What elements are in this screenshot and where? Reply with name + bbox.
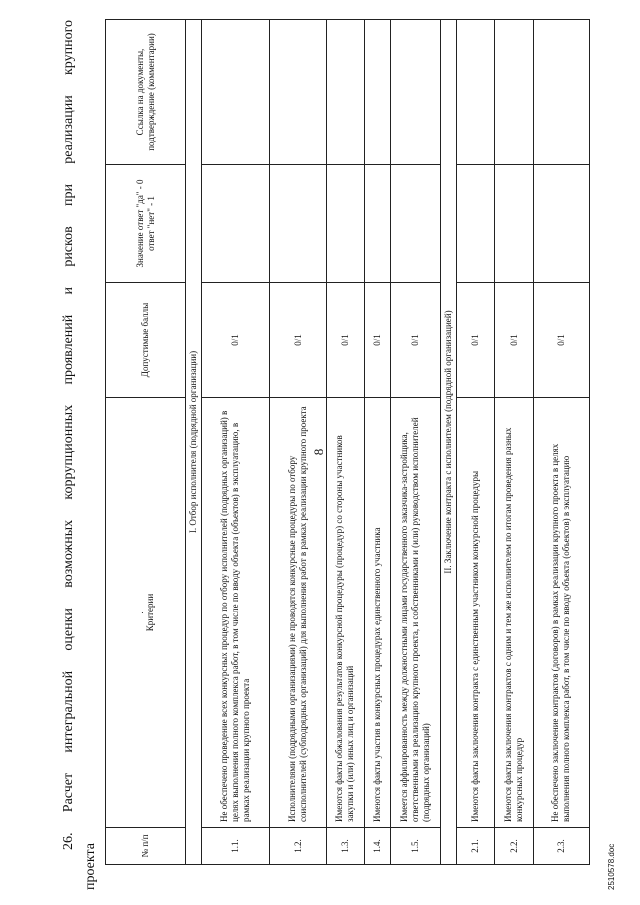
row-value [390,165,440,283]
row-number: 2.3. [533,828,589,865]
header-value: Значение ответ "да" - 0 ответ "нет" - 1 [106,165,186,283]
header-criteria-mark: . [134,611,145,614]
table-row [533,20,589,865]
section-row [441,20,457,865]
row-criteria: Исполнителями (подрядными организациями) не проводятся конкурсные процедуры по отбору соисполнителей (субподрядных организаций) для выполнения работ в рамках реализации крупного проекта [270,398,326,828]
criteria-table [105,19,590,865]
row-score: 0/1 [326,283,364,398]
table-heading: 26. Расчет интегральной оценки возможных коррупционных проявлений и рисков при реализации крупного [61,20,76,850]
row-reference [533,20,589,165]
row-criteria: Имеется аффилированность между должностными лицами государственного заказчика-застройщика, ответственными за реализацию крупного проекта, и собственниками и (или) руководством исполнителей (подрядных организаций) [390,398,440,828]
row-score: 0/1 [495,283,533,398]
row-value [457,165,495,283]
row-reference [326,20,364,165]
row-number: 1.2. [270,828,326,865]
row-reference [202,20,270,165]
row-number: 2.1. [457,828,495,865]
row-reference [270,20,326,165]
table-row [202,20,270,865]
header-criteria-label: Критерии [144,593,155,632]
row-value [270,165,326,283]
row-value [202,165,270,283]
row-number: 1.1. [202,828,270,865]
section-row [186,20,202,865]
row-score: 0/1 [457,283,495,398]
row-number: 1.3. [326,828,364,865]
row-number: 1.4. [364,828,390,865]
table-row [495,20,533,865]
table-row [390,20,440,865]
row-number: 1.5. [390,828,440,865]
row-criteria: Имеются факты заключения контракта с единственным участником конкурсной процедуры [457,398,495,828]
row-score: 0/1 [533,283,589,398]
row-score: 0/1 [390,283,440,398]
document-file-id: 2510578.doc [607,843,616,890]
header-score: Допустимые баллы [106,283,186,398]
table-heading-continuation: проекта [83,843,98,890]
page-number: 8 [311,448,326,456]
header-reference: Ссылка на документы, подтверждение (комментарии) [106,20,186,165]
row-value [533,165,589,283]
table-row [270,20,326,865]
row-score: 0/1 [270,283,326,398]
header-number: № п/п [106,828,186,865]
row-reference [390,20,440,165]
row-value [495,165,533,283]
table-row [326,20,364,865]
row-value [364,165,390,283]
header-criteria [106,398,186,828]
section-title: I. Отбор исполнителя (подрядной организации) [186,20,202,865]
table-row [457,20,495,865]
table-row [364,20,390,865]
row-criteria: Имеются факты участия в конкурсных процедурах единственного участника [364,398,390,828]
row-reference [495,20,533,165]
row-criteria: Имеются факты обжалования результатов конкурсной процедуры (процедур) со стороны участников закупки и (или) иных лиц и организаций [326,398,364,828]
row-criteria: Не обеспечено проведение всех конкурсных процедур по отбору исполнителей (подрядных организаций) в целях выполнения полного комплекса работ, в том числе по вводу объекта (объектов) в эксплуатацию, в рамках реализации крупного проекта [202,398,270,828]
row-criteria: Не обеспечено заключение контрактов (договоров) в рамках реализации крупного проекта в целях выполнения полного комплекса работ, в том числе по вводу объекта (объектов) в эксплуатацию [533,398,589,828]
row-reference [364,20,390,165]
row-number: 2.2. [495,828,533,865]
row-score: 0/1 [364,283,390,398]
row-reference [457,20,495,165]
section-title: II. Заключение контракта с исполнителем (подрядной организацией) [441,20,457,865]
row-score: 0/1 [202,283,270,398]
table-header-row [106,20,186,865]
row-value [326,165,364,283]
row-criteria: Имеются факты заключения контрактов с одним и тем же исполнителем по итогам проведения разных конкурсных процедур [495,398,533,828]
